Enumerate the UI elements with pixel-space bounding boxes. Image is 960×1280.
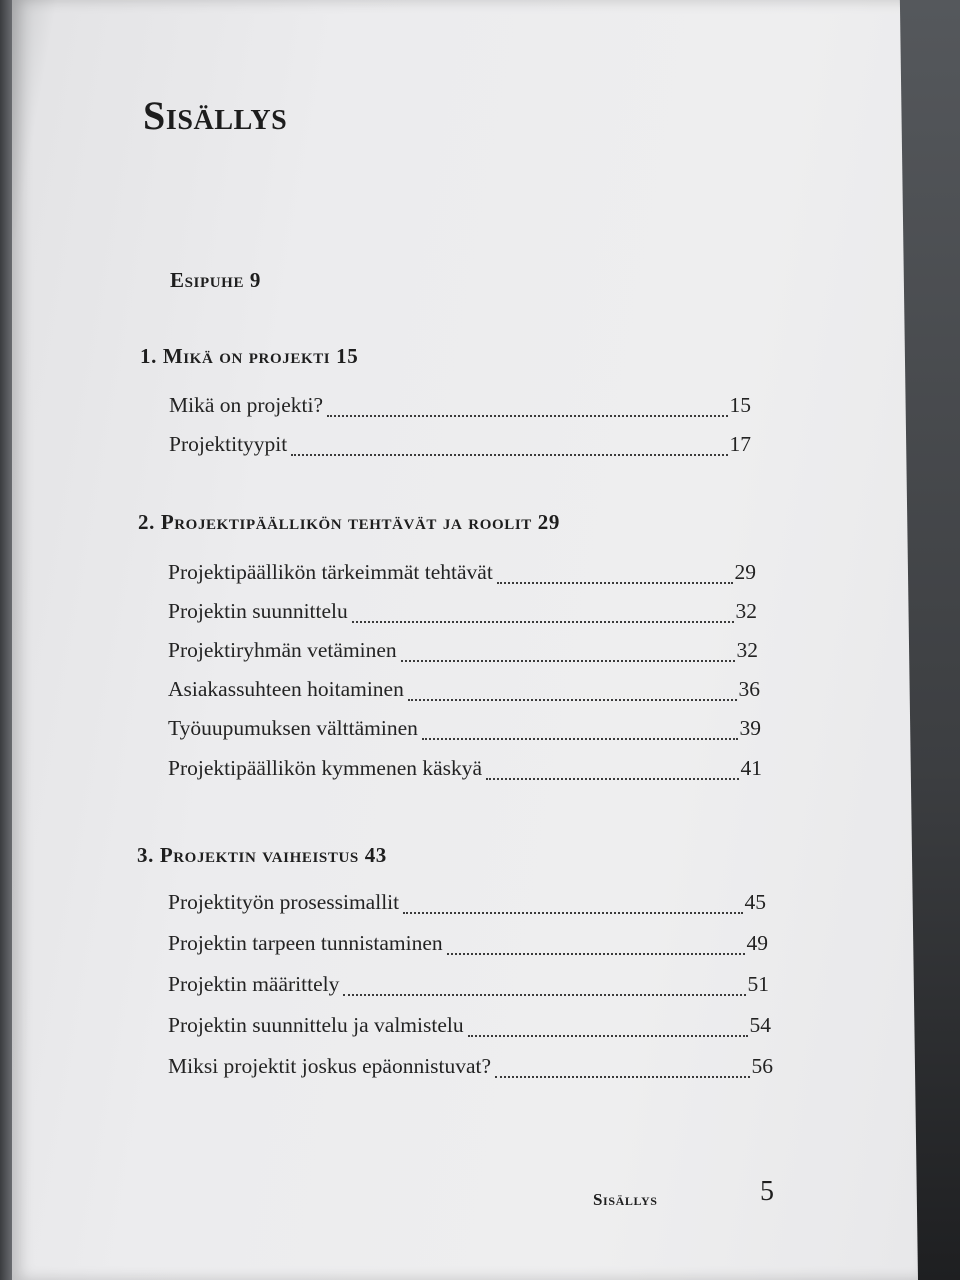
toc-entry-label: Projektipäällikön kymmenen käskyä <box>168 756 483 780</box>
preface-page: 9 <box>249 268 262 292</box>
toc-entry <box>168 677 760 707</box>
toc-entry-label: Projektin määrittely <box>168 972 340 996</box>
toc-entry-page: 56 <box>751 1054 773 1078</box>
toc-entry-label: Projektityypit <box>169 432 288 456</box>
toc-entry <box>168 890 766 920</box>
dot-leader <box>343 994 745 996</box>
chapter-page: 43 <box>364 843 387 867</box>
chapter-page: 15 <box>336 344 359 368</box>
toc-entry-page: 32 <box>736 638 758 662</box>
chapter-number: 2. <box>138 510 155 534</box>
chapter-title: Projektipäällikön tehtävät ja roolit <box>160 510 532 534</box>
toc-entry-page: 41 <box>740 756 762 780</box>
toc-entry <box>168 560 756 590</box>
toc-entry-page: 32 <box>735 599 757 623</box>
toc-entry-page: 36 <box>738 677 760 701</box>
toc-entry-label: Projektin suunnittelu <box>168 599 348 623</box>
toc-entry-label: Projektin suunnittelu ja valmistelu <box>168 1013 464 1037</box>
toc-entry <box>168 972 769 1002</box>
dot-leader <box>422 738 738 740</box>
chapter-title: Projektin vaiheistus <box>159 843 359 867</box>
toc-entry <box>169 393 751 423</box>
chapter-number: 1. <box>140 344 157 368</box>
chapter-number: 3. <box>137 843 154 867</box>
toc-entry <box>168 599 757 629</box>
toc-entry <box>168 716 761 746</box>
dot-leader <box>468 1035 748 1037</box>
toc-entry-label: Miksi projektit joskus epäonnistuvat? <box>168 1054 492 1078</box>
toc-entry <box>168 1054 773 1084</box>
toc-entry-label: Projektityön prosessimallit <box>168 890 400 914</box>
toc-entry-label: Projektin tarpeen tunnistaminen <box>168 931 443 955</box>
toc-entry <box>168 756 762 786</box>
preface-label: Esipuhe <box>170 268 245 292</box>
toc-entry-page: 54 <box>749 1013 771 1037</box>
page-number: 5 <box>760 1176 774 1207</box>
toc-entry-page: 39 <box>739 716 761 740</box>
toc-entry-label: Mikä on projekti? <box>169 393 324 417</box>
chapter-title: Mikä on projekti <box>162 344 331 368</box>
dot-leader <box>327 415 727 417</box>
toc-entry-label: Työuupumuksen välttäminen <box>168 716 418 740</box>
toc-entry-page: 49 <box>746 931 768 955</box>
toc-entry-page: 15 <box>729 393 751 417</box>
toc-entry-page: 45 <box>744 890 766 914</box>
toc-entry <box>168 638 758 668</box>
dot-leader <box>401 660 735 662</box>
dot-leader <box>352 621 734 623</box>
toc-entry-label: Asiakassuhteen hoitaminen <box>168 677 404 701</box>
dot-leader <box>486 778 738 780</box>
chapter-page: 29 <box>537 510 560 534</box>
chapter-heading <box>137 843 387 868</box>
dot-leader <box>495 1076 749 1078</box>
toc-entry <box>168 931 768 961</box>
toc-entry <box>169 432 751 462</box>
preface-heading <box>170 268 261 293</box>
chapter-heading <box>138 510 560 535</box>
running-footer: Sisällys <box>593 1190 658 1209</box>
dot-leader <box>403 912 742 914</box>
toc-entry-page: 29 <box>734 560 756 584</box>
dot-leader <box>447 953 745 955</box>
dot-leader <box>291 454 727 456</box>
chapter-heading <box>140 344 358 369</box>
dot-leader <box>497 582 733 584</box>
toc-entry-label: Projektipäällikön tärkeimmät tehtävät <box>168 560 493 584</box>
toc-entry-page: 51 <box>747 972 769 996</box>
toc-entry-label: Projektiryhmän vetäminen <box>168 638 397 662</box>
page-title: Sisällys <box>143 93 288 138</box>
dot-leader <box>408 699 737 701</box>
toc-entry-page: 17 <box>729 432 751 456</box>
toc-entry <box>168 1013 771 1043</box>
